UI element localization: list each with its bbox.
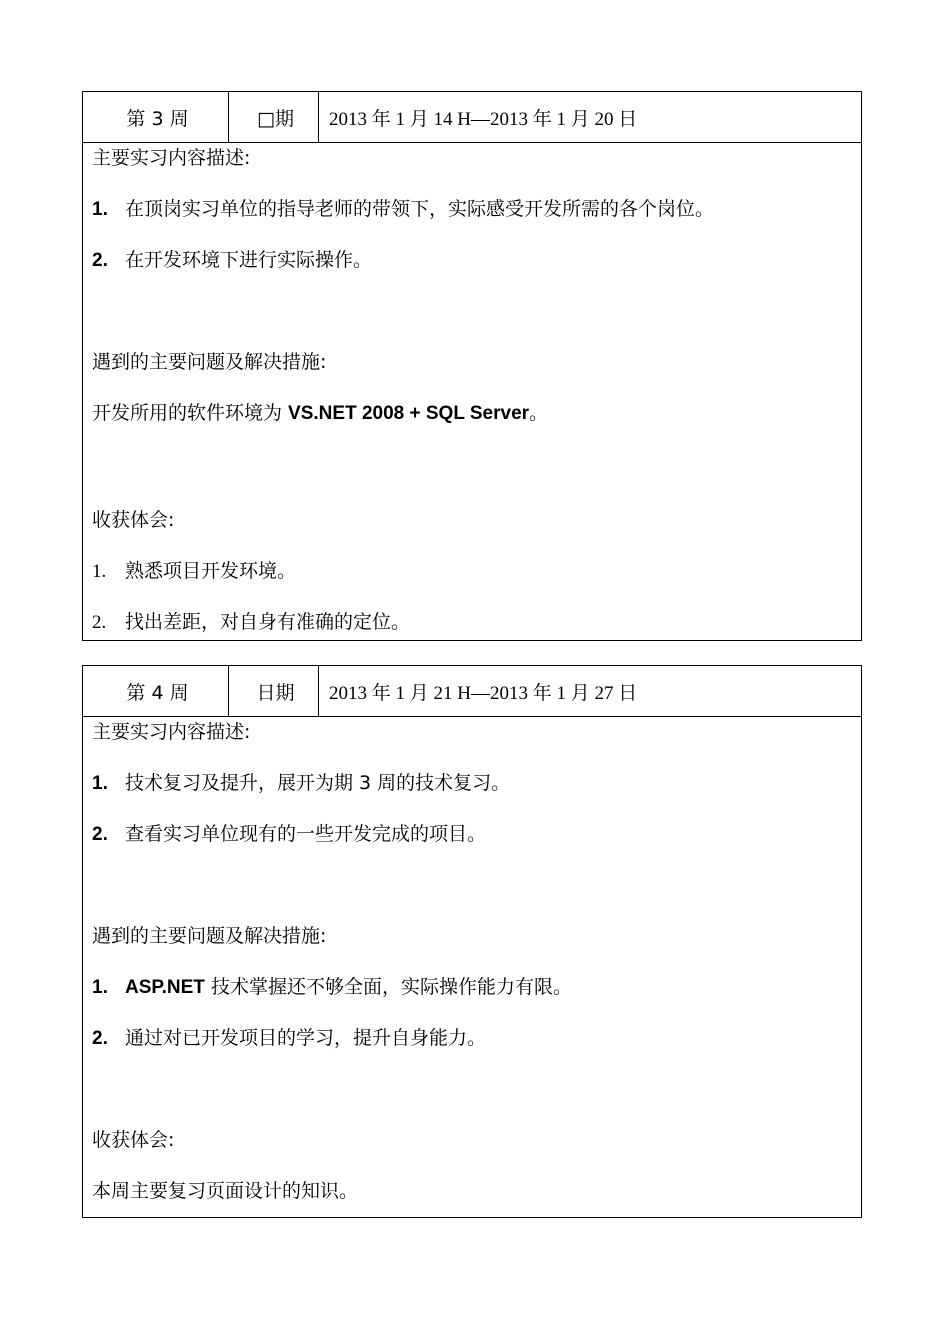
week3-content-item-1 (92, 194, 861, 245)
week3-date-label: □期 (229, 92, 319, 142)
week3-problems-title: 遇到的主要问题及解决措施: (92, 351, 327, 373)
week4-problems-item-1 (92, 972, 861, 1023)
week3-content-item-2 (92, 245, 861, 296)
week4-problems-item-2 (92, 1023, 861, 1074)
list-item-text: 技术复习及提升，展开为期 3 周的技术复习。 (125, 772, 511, 794)
week4-table (82, 665, 862, 1218)
list-item-text: 在顶岗实习单位的指导老师的带领下，实际感受开发所需的各个岗位。 (125, 198, 715, 220)
list-item-text: 查看实习单位现有的一些开发完成的项目。 (125, 823, 487, 845)
week3-header-row (83, 92, 861, 143)
week3-week-label: 第 3 周 (83, 92, 229, 142)
week4-content-item-2 (92, 819, 861, 870)
list-item-text: 技术掌握还不够全面，实际操作能力有限。 (204, 976, 572, 998)
week4-header-row (83, 666, 861, 717)
week4-gains-text: 本周主要复习页面设计的知识。 (92, 1180, 359, 1202)
week4-gains-title: 收获体会: (92, 1129, 175, 1151)
list-number: 1. (92, 977, 108, 998)
week4-content-item-1 (92, 768, 861, 819)
week3-table (82, 91, 862, 641)
list-number: 1. (92, 561, 107, 582)
list-number: 2. (92, 612, 107, 633)
problems-item-en: ASP.NET (125, 977, 205, 998)
week3-date-range: 2013 年 1 月 14 H—2013 年 1 月 20 日 (329, 108, 638, 130)
week3-gains-item-1 (92, 556, 861, 607)
week4-content-title: 主要实习内容描述: (92, 721, 251, 743)
list-item-text: 通过对已开发项目的学习，提升自身能力。 (125, 1027, 487, 1049)
week3-content-title: 主要实习内容描述: (92, 147, 251, 169)
problems-text-cn: 开发所用的软件环境为 (92, 402, 289, 424)
week4-body (83, 717, 861, 1227)
problems-text-end: 。 (529, 402, 549, 424)
list-number: 1. (92, 773, 108, 794)
week4-week-label: 第 4 周 (83, 666, 229, 716)
list-item-text: 在开发环境下进行实际操作。 (125, 249, 373, 271)
week4-date-range: 2013 年 1 月 21 H—2013 年 1 月 27 日 (329, 682, 638, 704)
week3-body (83, 143, 861, 658)
week4-date-label: 日期 (229, 666, 319, 716)
problems-text-en: VS.NET 2008 + SQL Server (288, 403, 530, 424)
list-number: 1. (92, 199, 108, 220)
list-item-text: 找出差距，对自身有准确的定位。 (125, 611, 411, 633)
list-number: 2. (92, 1028, 108, 1049)
week4-problems-title: 遇到的主要问题及解决措施: (92, 925, 327, 947)
week3-gains-title: 收获体会: (92, 509, 175, 531)
week3-gains-item-2 (92, 607, 861, 658)
week3-problems-text (92, 398, 861, 449)
list-number: 2. (92, 250, 108, 271)
list-item-text: 熟悉项目开发环境。 (125, 560, 297, 582)
list-number: 2. (92, 824, 108, 845)
